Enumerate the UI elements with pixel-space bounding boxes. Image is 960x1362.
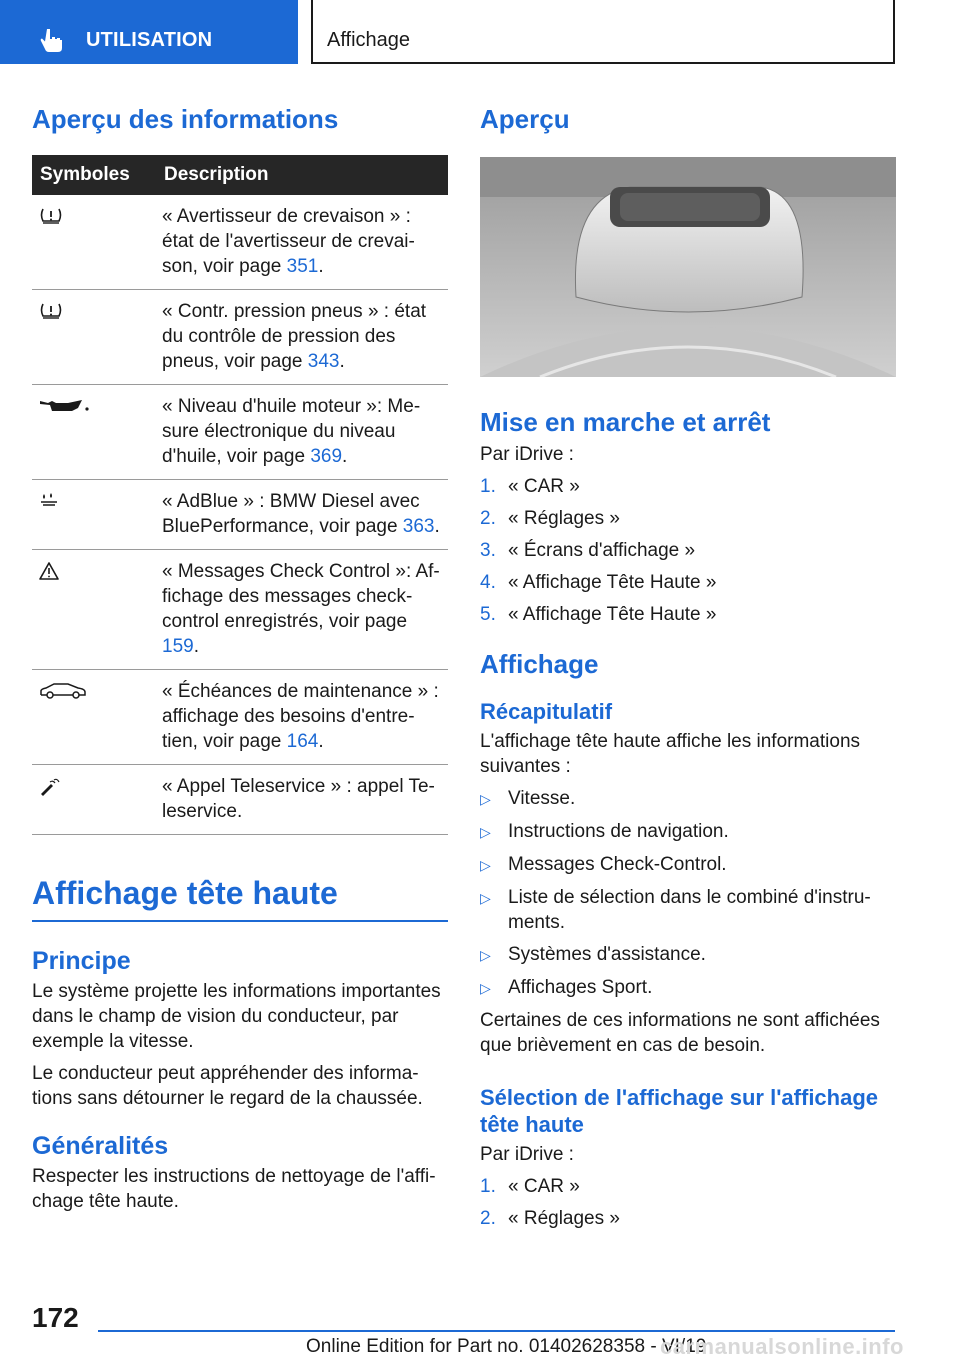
recap-bullet-list (480, 786, 896, 1001)
generalites-title: Généralités (32, 1132, 169, 1160)
table-row (32, 550, 448, 670)
left-column (32, 100, 448, 1214)
page-link[interactable]: 351 (286, 256, 319, 277)
row-description: « Échéances de maintenance » : affichage des besoins d'entre-tien, voir page 164. (154, 670, 448, 765)
table-row (32, 765, 448, 835)
list-item: ▷ Messages Check-Control. (480, 854, 727, 875)
page-number: 172 (32, 1302, 79, 1333)
list-item: 1. « CAR » (480, 476, 580, 497)
oil-can-icon (38, 396, 90, 416)
row-description: « Niveau d'huile moteur »: Me-sure électronique du niveau d'huile, voir page 369. (154, 385, 448, 480)
section-label: UTILISATION (86, 29, 213, 51)
chapter-title: Affichage (327, 29, 411, 51)
list-item: ▷ Vitesse. (480, 788, 576, 809)
adblue-icon (38, 491, 60, 511)
principe-paragraph-1: Le système projette les informations importantes dans le champ de vision du conducteur, par exemple la vitesse. (32, 981, 441, 1052)
table-row (32, 480, 448, 550)
page-header (0, 0, 960, 66)
hud-dashboard-photo (480, 157, 896, 377)
list-item: 1. « CAR » (480, 1176, 580, 1197)
recap-intro: L'affichage tête haute affiche les informations suivantes : (480, 731, 861, 777)
list-item: ▷ Liste de sélection dans le combiné d'instru-ments. (480, 887, 871, 933)
warning-triangle-icon (38, 561, 60, 581)
info-overview-title: Aperçu des informations (32, 104, 339, 134)
list-item: 2. « Réglages » (480, 508, 620, 529)
list-item: 2. « Réglages » (480, 1208, 620, 1229)
row-description: « Appel Teleservice » : appel Te-leservice. (154, 765, 448, 835)
symbols-table (32, 155, 448, 835)
steps-list-1 (480, 474, 896, 627)
page-link[interactable]: 369 (310, 446, 343, 467)
selection-title: Sélection de l'affichage sur l'affichage tête haute (480, 1085, 879, 1137)
table-row (32, 290, 448, 385)
affichage-title: Affichage (480, 649, 599, 679)
list-item: 5. « Affichage Tête Haute » (480, 604, 717, 625)
row-description: « Messages Check Control »: Af-fichage des messages check-control enregistrés, voir page 159. (154, 550, 448, 670)
column-header-description: Description (154, 155, 448, 195)
page-footer (0, 1290, 960, 1362)
page-link[interactable]: 343 (307, 351, 340, 372)
row-description: « AdBlue » : BMW Diesel avec BluePerformance, voir page 363. (154, 480, 448, 550)
recap-note: Certaines de ces informations ne sont affichées que brièvement en cas de besoin. (480, 1010, 880, 1056)
list-item: ▷ Systèmes d'assistance. (480, 944, 706, 965)
apercu-title: Aperçu (480, 104, 570, 134)
recap-title: Récapitulatif (480, 699, 613, 724)
steps-list-2 (480, 1174, 896, 1231)
row-description: « Avertisseur de crevaison » : état de l'avertisseur de crevai-son, voir page 351. (154, 195, 448, 290)
table-row (32, 385, 448, 480)
table-row (32, 195, 448, 290)
table-row (32, 670, 448, 765)
hand-pointer-icon (38, 26, 66, 54)
principe-paragraph-2: Le conducteur peut appréhender des informa-tions sans détourner le regard de la chaussée. (32, 1063, 423, 1109)
watermark: carmanualsonline.info (660, 1334, 904, 1359)
section-divider (32, 920, 448, 922)
list-item: ▷ Instructions de navigation. (480, 821, 729, 842)
tire-pressure-icon (38, 301, 64, 321)
list-item: 3. « Écrans d'affichage » (480, 540, 696, 561)
page-link[interactable]: 159 (162, 636, 194, 657)
generalites-paragraph: Respecter les instructions de nettoyage de l'affi-chage tête haute. (32, 1166, 436, 1212)
hud-section-title: Affichage tête haute (32, 875, 338, 911)
page-link[interactable]: 363 (402, 516, 435, 537)
column-header-symbols: Symboles (32, 155, 154, 195)
tire-warning-icon (38, 206, 64, 226)
chapter-tab (311, 0, 895, 64)
idrive-label-2: Par iDrive : (480, 1144, 574, 1165)
idrive-label: Par iDrive : (480, 444, 574, 465)
page-link[interactable]: 164 (286, 731, 319, 752)
car-service-icon (38, 681, 88, 701)
principe-title: Principe (32, 947, 131, 975)
section-tab (0, 0, 298, 64)
row-description: « Contr. pression pneus » : état du contrôle de pression des pneus, voir page 343. (154, 290, 448, 385)
list-item: 4. « Affichage Tête Haute » (480, 572, 717, 593)
edition-text: Online Edition for Part no. 01402628358 - VI/19 (306, 1336, 707, 1357)
footer-divider (98, 1330, 895, 1332)
teleservice-icon (38, 776, 64, 798)
list-item: ▷ Affichages Sport. (480, 977, 653, 998)
right-column (480, 100, 896, 1231)
marche-title: Mise en marche et arrêt (480, 407, 771, 437)
